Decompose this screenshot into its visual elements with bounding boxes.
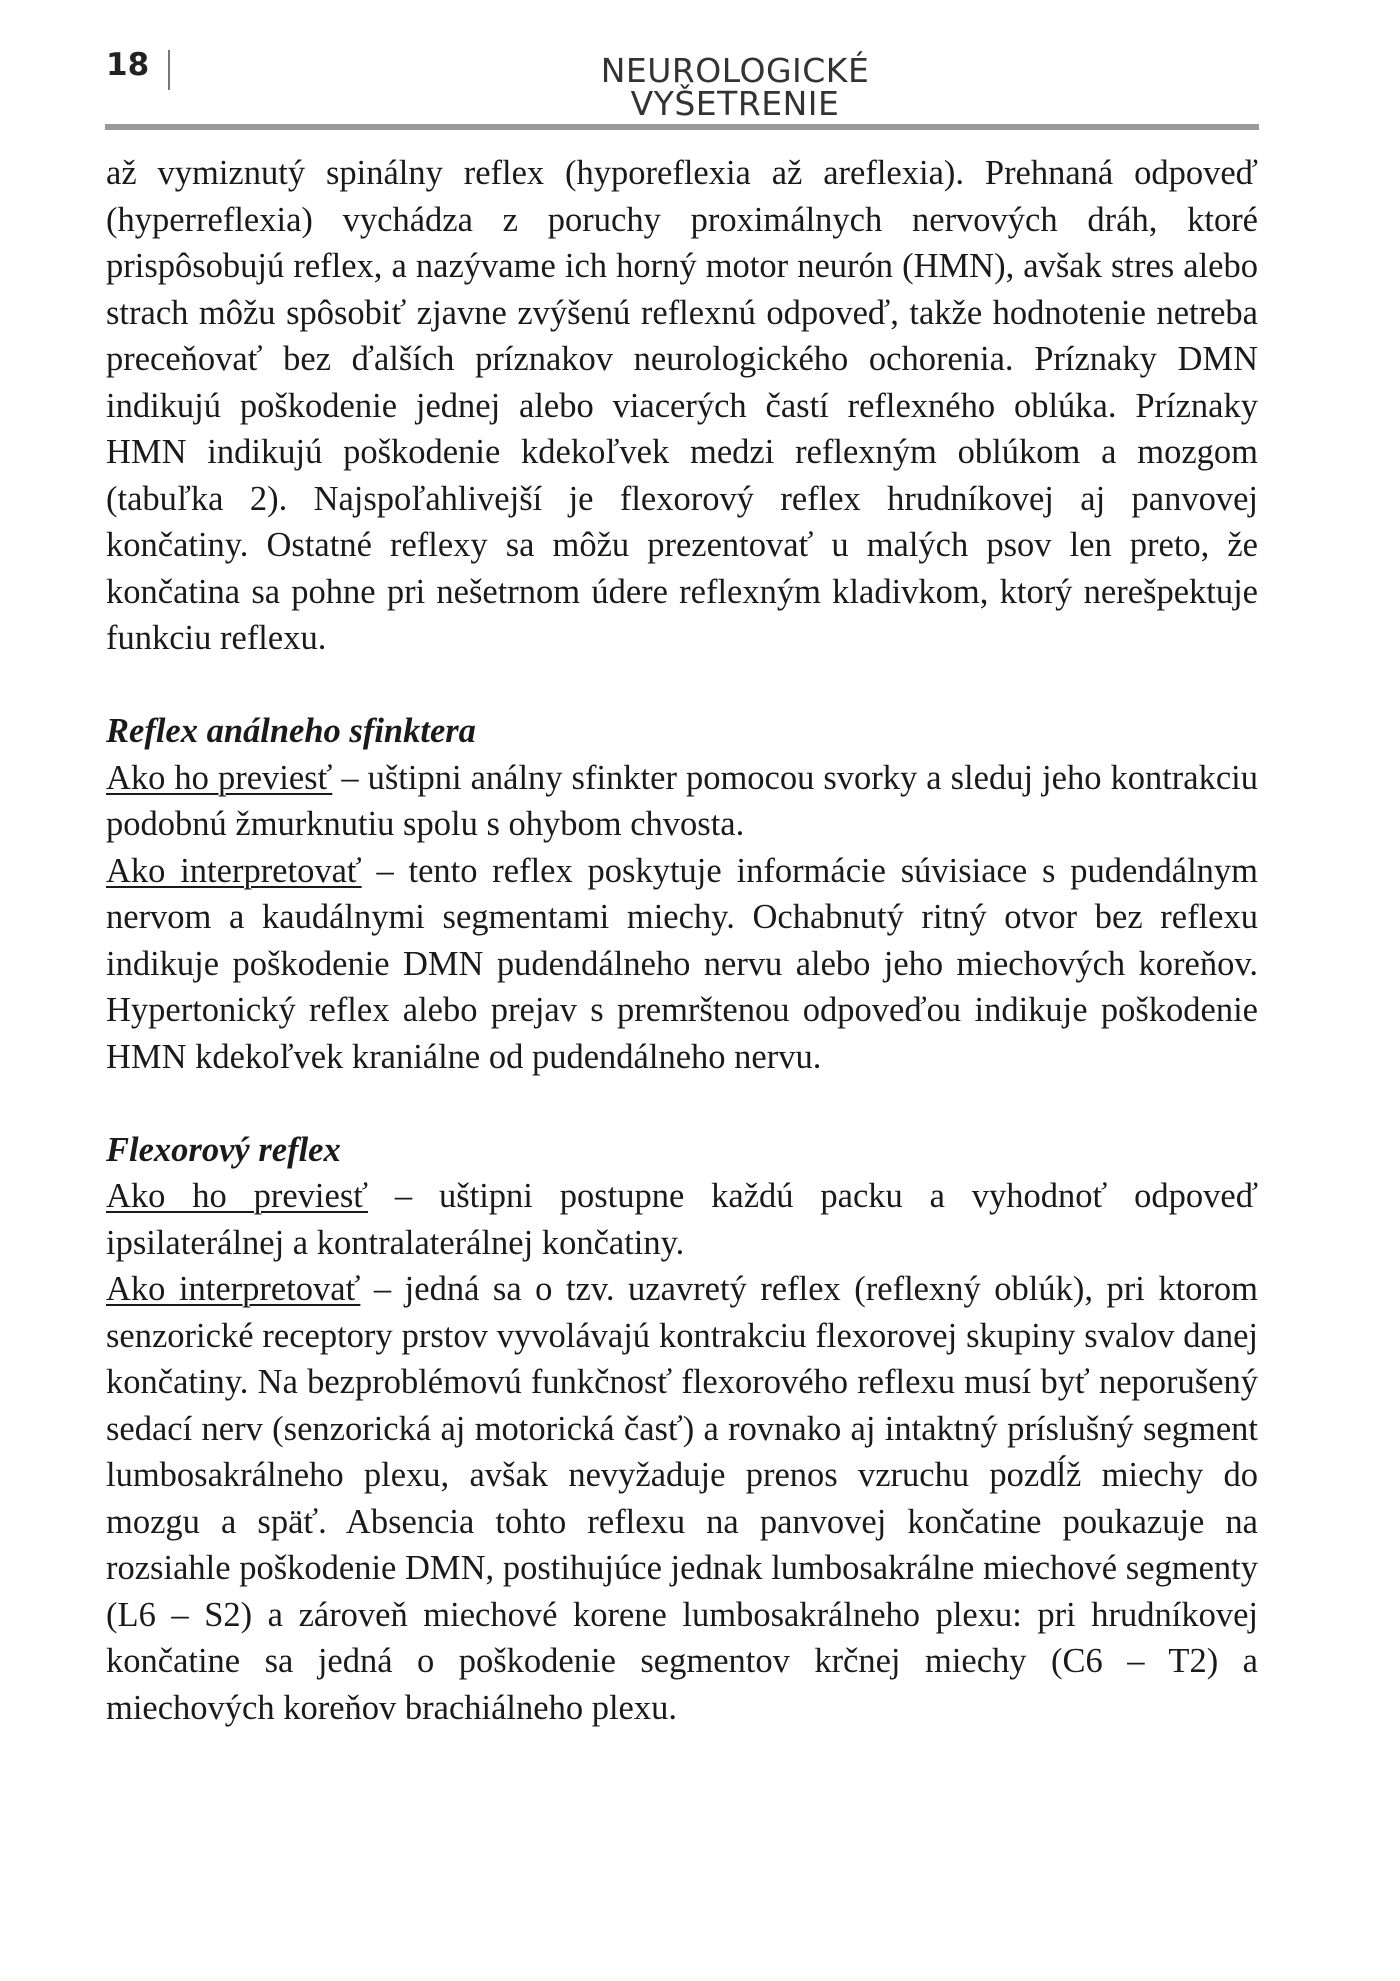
flexor-reflex-how-paragraph bbox=[106, 1173, 1258, 1266]
how-text: – uštipni análny sfinkter pomocou svorky a sleduj jeho kontrakciu podobnú žmurknutiu spolu s ohybom chvosta. bbox=[106, 758, 1259, 843]
running-title: NEUROLOGICKÉ VYŠETRENIE bbox=[600, 51, 870, 123]
flexor-reflex-interpret-paragraph bbox=[106, 1266, 1258, 1731]
interpret-label: Ako interpretovať bbox=[106, 1270, 361, 1308]
anal-reflex-how-paragraph bbox=[106, 755, 1258, 848]
interpret-text: – jedná sa o tzv. uzavretý reflex (reflexný oblúk), pri ktorom senzorické receptory prstov vyvolávajú kontrakciu flexorovej skupiny svalov danej končatiny. Na bezproblémovú funkčnosť flexorového reflexu musí byť neporušený sedací nerv (senzorická aj motorická časť) a rovnako aj intaktný príslušný segment lumbosakrálneho plexu, avšak nevyžaduje prenos vzruchu pozdĺž miechy do mozgu a späť. Absencia tohto reflexu na panvovej končatine poukazuje na rozsiahle poškodenie DMN, postihujúce jednak lumbosakrálne miechové segmenty (L6 – S2) a zároveň miechové korene lumbosakrálneho plexu: pri hrudníkovej končatine sa jedná o poškodenie segmentov krčnej miechy (C6 – T2) a miechových koreňov brachiálneho plexu. bbox=[106, 1270, 1258, 1727]
section-title-flexor-reflex: Flexorový reflex bbox=[106, 1130, 341, 1169]
interpret-label: Ako interpretovať bbox=[106, 851, 362, 890]
header-separator bbox=[168, 50, 170, 90]
how-text: – uštipni postupne každú packu a vyhodnoť odpoveď ipsilaterálnej a kontralaterálnej končatiny. bbox=[106, 1177, 1259, 1262]
interpret-text: – tento reflex poskytuje informácie súvisiace s pudendálnym nervom a kaudálnymi segmentami miechy. Ochabnutý ritný otvor bez reflexu indikuje poškodenie DMN pudendálneho nervu alebo jeho miechových koreňov. Hypertonický reflex alebo prejav s premrštenou odpoveďou indikuje poškodenie HMN kdekoľvek kraniálne od pudendálneho nervu. bbox=[106, 851, 1259, 1076]
page-number: 18 bbox=[106, 47, 150, 83]
how-label: Ako ho previesť bbox=[106, 1177, 368, 1215]
page-header bbox=[0, 0, 1400, 140]
section-title-anal-reflex: Reflex análneho sfinktera bbox=[106, 712, 476, 750]
anal-reflex-interpret-paragraph bbox=[106, 848, 1258, 1081]
header-rule bbox=[105, 124, 1259, 130]
intro-paragraph: až vymiznutý spinálny reflex (hyporeflexia až areflexia). Prehnaná odpoveď (hyperreflexia) vychádza z poruchy proximálnych nervových dráh, ktoré prispôsobujú reflex, a nazývame ich horný motor neurón (HMN), avšak stres alebo strach môžu spôsobiť zjavne zvýšenú reflexnú odpoveď, takže hodnotenie netreba preceňovať bez ďalších príznakov neurologického ochorenia. Príznaky DMN indikujú poškodenie jednej alebo viacerých častí reflexného oblúka. Príznaky HMN indikujú poškodenie kdekoľvek medzi reflexným oblúkom a mozgom (tabuľka 2). Najspoľahlivejší je flexorový reflex hrudníkovej aj panvovej končatiny. Ostatné reflexy sa môžu prezentovať u malých psov len preto, že končatina sa pohne pri nešetrnom údere reflexným kladivkom, ktorý nerešpektuje funkciu reflexu. bbox=[106, 154, 1258, 657]
page-content bbox=[106, 150, 1258, 1731]
how-label: Ako ho previesť bbox=[106, 758, 333, 797]
